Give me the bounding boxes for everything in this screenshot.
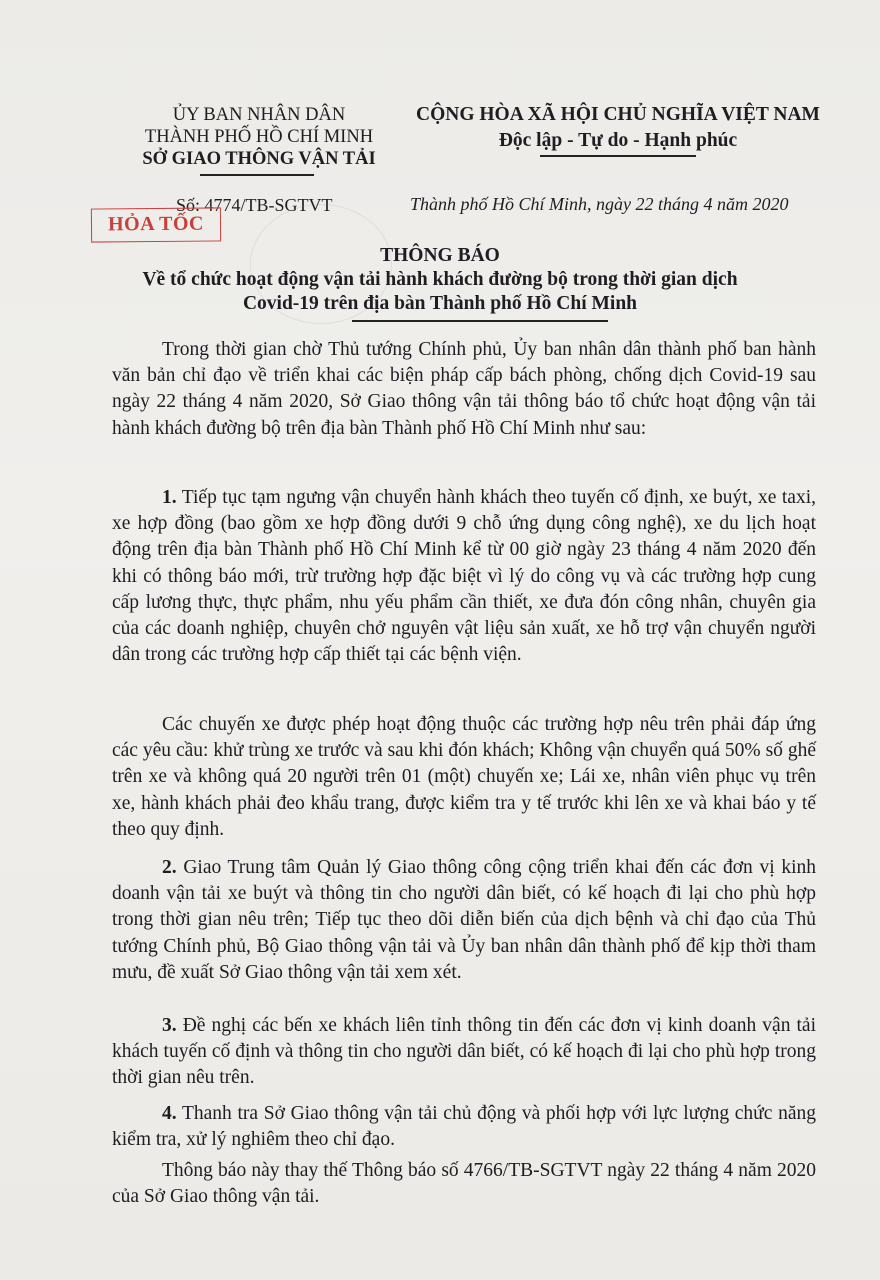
closing-paragraph: Thông báo này thay thế Thông báo số 4766/TB-SGTVT ngày 22 tháng 4 năm 2020 của Sở Giao thông vận tải. — [112, 1160, 816, 1208]
document-title: THÔNG BÁO — [380, 245, 500, 266]
issuer-line-1: ỦY BAN NHÂN DÂN — [172, 105, 346, 125]
issuer-department: SỞ GIAO THÔNG VẬN TẢI — [142, 149, 376, 169]
item-1-paragraph — [112, 485, 816, 668]
national-title: CỘNG HÒA XÃ HỘI CHỦ NGHĨA VIỆT NAM — [416, 104, 820, 125]
item-1-number: 1. — [162, 487, 177, 508]
item-4-text: Thanh tra Sở Giao thông vận tải chủ động và phối hợp với lực lượng chức năng kiểm tra, xử lý nghiêm theo chỉ đạo. — [112, 1103, 816, 1151]
item-2-text: Giao Trung tâm Quản lý Giao thông công cộng triển khai đến các đơn vị kinh doanh vận tải xe buýt và thông tin cho người dân biết, có kế hoạch đi lại cho phù hợp trong thời gian nêu trên; Tiếp tục theo dõi diễn biến của dịch bệnh và chỉ đạo của Thủ tướng Chính phủ, Bộ Giao thông vận tải và Ủy ban nhân dân thành phố để kịp thời tham mưu, đề xuất Sở Giao thông vận tải xem xét. — [112, 857, 816, 983]
item-1-requirements-paragraph: Các chuyến xe được phép hoạt động thuộc các trường hợp nêu trên phải đáp ứng các yêu cầu: khử trùng xe trước và sau khi đón khách; Không vận chuyển quá 50% số ghế trên xe và không quá 20 người trên 01 (một) chuyến xe; Lái xe, nhân viên phục vụ trên xe, hành khách phải đeo khẩu trang, được kiểm tra y tế trước khi lên xe và khai báo y tế theo quy định. — [112, 714, 816, 840]
item-4-paragraph — [112, 1101, 816, 1153]
item-3-paragraph — [112, 1013, 816, 1092]
document-subtitle-line-2: Covid-19 trên địa bàn Thành phố Hồ Chí Minh — [242, 293, 638, 314]
intro-paragraph: Trong thời gian chờ Thủ tướng Chính phủ, Ủy ban nhân dân thành phố ban hành văn bản chỉ đạo về triển khai các biện pháp cấp bách phòng, chống dịch Covid-19 sau ngày 22 tháng 4 năm 2020, Sở Giao thông vận tải thông báo tổ chức hoạt động vận tải hành khách đường bộ trên địa bàn Thành phố Hồ Chí Minh như sau: — [112, 339, 816, 439]
issuer-underline — [200, 174, 314, 176]
item-1-text: Tiếp tục tạm ngưng vận chuyển hành khách theo tuyến cố định, xe buýt, xe taxi, xe hợp đồng (bao gồm xe hợp đồng dưới 9 chỗ ứng dụng công nghệ), xe du lịch hoạt động trên địa bàn Thành phố Hồ Chí Minh kể từ 00 giờ ngày 23 tháng 4 năm 2020 đến khi có thông báo mới, trừ trường hợp đặc biệt vì lý do công vụ và các trường hợp cung cấp lương thực, thực phẩm, nhu yếu phẩm cần thiết, xe đưa đón công nhân, chuyên gia của các doanh nghiệp, chuyên chở nguyên vật liệu sản xuất, xe hỗ trợ vận chuyển người dân trong các trường hợp cấp thiết tại các bệnh viện. — [112, 487, 816, 666]
item-3-text: Đề nghị các bến xe khách liên tỉnh thông tin đến các đơn vị kinh doanh vận tải khách tuyến cố định và thông tin cho người dân biết, có kế hoạch đi lại cho phù hợp trong thời gian nêu trên. — [112, 1015, 817, 1089]
item-2-paragraph — [112, 855, 816, 986]
issuer-line-2: THÀNH PHỐ HỒ CHÍ MINH — [144, 127, 374, 147]
item-3-number: 3. — [162, 1015, 177, 1036]
title-underline — [352, 320, 608, 322]
motto-underline — [540, 155, 696, 157]
item-4-number: 4. — [162, 1103, 177, 1124]
item-2-number: 2. — [162, 857, 177, 878]
document-number: Số: 4774/TB-SGTVT — [176, 195, 333, 215]
document-date: Thành phố Hồ Chí Minh, ngày 22 tháng 4 năm 2020 — [410, 194, 789, 214]
document-subtitle-line-1: Về tổ chức hoạt động vận tải hành khách đường bộ trong thời gian dịch — [142, 269, 738, 290]
national-motto: Độc lập - Tự do - Hạnh phúc — [498, 130, 738, 151]
urgent-stamp: HỎA TỐC — [91, 207, 221, 242]
